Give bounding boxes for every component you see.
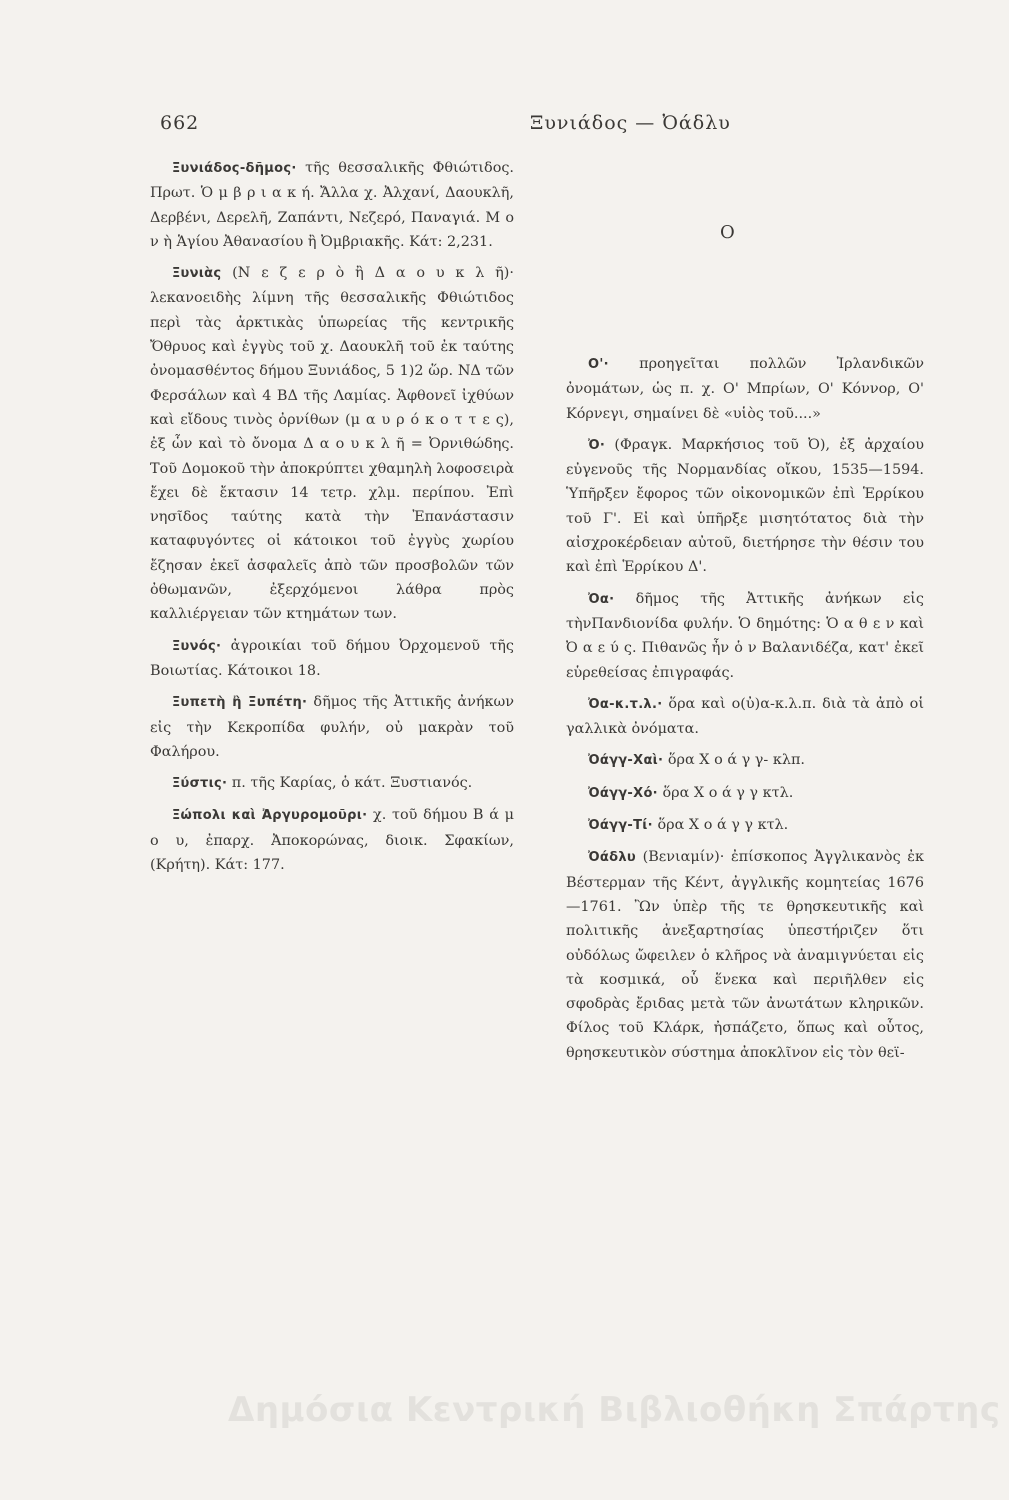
entry-xynias <box>150 261 514 626</box>
page-header <box>160 112 880 146</box>
entry-text: χ. τοῦ δήμου Β ά μ ο υ, ἐπαρχ. Ἀποκορώνας, διοικ. Σφακίων, (Κρήτη). Κάτ: 177. <box>150 807 515 874</box>
running-head: Ξυνιάδος — Ὀάδλυ <box>530 112 731 134</box>
section-letter: Ο <box>720 222 735 243</box>
entry-text: ἀγροικίαι τοῦ δήμου Ὀρχομενοῦ τῆς Βοιωτίας. Κάτοικοι 18. <box>150 637 514 679</box>
entry-text: τῆς θεσσαλικῆς Φθιώτιδος. Πρωτ. Ὁ μ β ρ ι α κ ή. Ἄλλα χ. Ἀλχανί, Δαουκλῆ, Δερβένι, Δερελῆ, Ζαπάντι, Νεζερό, Παναγιά. Μ ο ν ὴ Ἁγίου Ἀθανασίου ἢ Ὀμβριακῆς. Κάτ: 2,231. <box>150 160 514 250</box>
library-watermark: Δημόσια Κεντρική Βιβλιοθήκη Σπάρτης <box>228 1390 1001 1430</box>
entry-oagg-cho <box>566 781 924 806</box>
entry-oa <box>566 587 924 685</box>
entry-text: ὅρα καὶ ο(ὐ)α-κ.λ.π. διὰ τὰ ἀπὸ οἱ γαλλικὰ ὀνόματα. <box>566 695 924 738</box>
entry-headword: Ξώπολι καὶ Ἀργυρομοῦρι· <box>172 808 368 824</box>
entry-headword: Ξυνός· <box>172 638 222 654</box>
entry-headword: Ο'· <box>588 357 609 372</box>
entry-text: προηγεῖται πολλῶν Ἰρλανδικῶν ὀνομάτων, ὡς π. χ. Ο' Μπρίων, Ο' Κόννορ, Ο' Κόρνεγι, σημαίνει δὲ «υἱὸς τοῦ....» <box>566 356 924 422</box>
entry-xypete <box>150 690 514 764</box>
entry-text: (Βενιαμίν)· ἐπίσκοπος Ἀγγλικανὸς ἐκ Βέστερμαν τῆς Κέντ, ἀγγλικῆς κομητείας 1676—1761. Ὢν ὑπὲρ τῆς τε θρησκευτικῆς καὶ πολιτικῆς ἀνεξαρτησίας ὑπεστήριζεν ὅτι οὐδόλως ὤφειλεν ὁ κλῆρος νὰ ἀναμιγνύεται εἰς τὰ κοσμικά, οὗ ἕνεκα καὶ περιῆλθεν εἰς σφοδρὰς ἔριδας μετὰ τῶν ἀνωτάτων κληρικῶν. Φίλος τοῦ Κλάρκ, ἠσπάζετο, ὅπως καὶ οὗτος, θρησκευτικὸν σύστημα ἀποκλῖνον εἰς τὸν θεϊ- <box>566 849 924 1061</box>
left-column <box>150 156 514 884</box>
entry-headword: Ὀ· <box>588 437 606 453</box>
entry-oadly <box>566 845 924 1065</box>
entry-text: ὅρα Χ ο ά γ γ- κλπ. <box>663 752 805 769</box>
entry-oa-ktl <box>566 692 924 742</box>
entry-headword: Ὀάγγ-Χαὶ· <box>588 753 664 769</box>
entry-xyniados <box>150 156 514 254</box>
entry-oagg-chai <box>566 748 924 773</box>
entry-xynos <box>150 634 514 684</box>
entry-o-marquis <box>566 433 924 580</box>
entry-text: (Ν ε ζ ε ρ ὸ ἢ Δ α ο υ κ λ ῆ)· λεκανοειδὴς λίμνη τῆς θεσσαλικῆς Φθιώτιδος περὶ τὰς ἀρκτικὰς ὑπωρείας τῆς κεντρικῆς Ὄθρυος καὶ ἐγγὺς τοῦ χ. Δαουκλῆ τοῦ ἐκ ταύτης ὀνομασθέντος δήμου Ξυνιάδος, 5 1)2 ὥρ. ΝΔ τῶν Φερσάλων καὶ 4 ΒΔ τῆς Λαμίας. Ἀφθονεῖ ἰχθύων καὶ εἴδους τινὸς ὀρνίθων (μ α υ ρ ό κ ο τ τ ε ς), ἐξ ὧν καὶ τὸ ὄνομα Δ α ο υ κ λ ῆ = Ὀρνιθώδης. Τοῦ Δομοκοῦ τὴν ἀποκρύπτει χθαμηλὴ λοφοσειρὰ ἔχει δὲ ἔκτασιν 14 τετρ. χλμ. περίπου. Ἐπὶ νησῖδος ταύτης κατὰ τὴν Ἐπανάστασιν καταφυγόντες οἱ κάτοικοι τοῦ ἐγγὺς χωρίου ἔζησαν ἐκεῖ ἀσφαλεῖς ἀπὸ τῶν προσβολῶν τῶν ὀθωμανῶν, ἐξερχόμενοι λάθρα πρὸς καλλιέργειαν τῶν κτημάτων των. <box>150 265 514 623</box>
entry-text: ὅρα Χ ο ά γ γ κτλ. <box>652 817 789 834</box>
entry-xystis <box>150 771 514 796</box>
entry-headword: Ὀάγγ-Τί· <box>588 818 653 834</box>
entry-xopoli <box>150 803 514 877</box>
right-column <box>566 352 924 1072</box>
entry-headword: Ὀα· <box>588 591 615 607</box>
entry-headword: Ὀάγγ-Χό· <box>588 785 658 801</box>
entry-headword: Ξυνιάδος-δῆμος· <box>172 161 297 176</box>
entry-text: δῆμος τῆς Ἀττικῆς ἀνήκων εἰς τὴν Κεκροπίδα φυλήν, οὐ μακρὰν τοῦ Φαλήρου. <box>150 694 514 760</box>
entry-headword: Ξυνιὰς <box>172 266 222 282</box>
entry-text: π. τῆς Καρίας, ὁ κάτ. Ξυστιανός. <box>227 775 473 792</box>
entry-headword: Ξυπετὴ ἢ Ξυπέτη· <box>172 695 308 711</box>
entry-headword: Ὀάδλυ <box>588 850 636 866</box>
page-number: 662 <box>160 112 200 134</box>
entry-headword: Ὀα-κ.τ.λ.· <box>588 696 663 712</box>
entry-oagg-ti <box>566 813 924 838</box>
entry-text: δῆμος τῆς Ἀττικῆς ἀνήκων εἰς τὴνΠανδιονίδα φυλήν. Ὁ δημότης: Ὁ α θ ε ν καὶ Ὀ α ε ύ ς. Πιθανῶς ἦν ὁ ν Βαλανιδέζα, κατ' ἐκεῖ εὑρεθείσας ἐπιγραφάς. <box>566 590 924 681</box>
entry-o-irish <box>566 352 924 426</box>
entry-text: (Φραγκ. Μαρκήσιος τοῦ Ὀ), ἐξ ἀρχαίου εὐγενοῦς τῆς Νορμανδίας οἴκου, 1535—1594. Ὑπῆρξεν ἔφορος τῶν οἰκονομικῶν ἐπὶ Ἑρρίκου τοῦ Γ'. Εἰ καὶ ὑπῆρξε μισητότατος διὰ τὴν αἰσχροκέρδειαν αὐτοῦ, διετήρησε τὴν θέσιν του καὶ ἐπὶ Ἑρρίκου Δ'. <box>566 436 924 576</box>
entry-text: ὅρα Χ ο ά γ γ κτλ. <box>657 784 794 801</box>
entry-headword: Ξύστις· <box>172 776 228 792</box>
